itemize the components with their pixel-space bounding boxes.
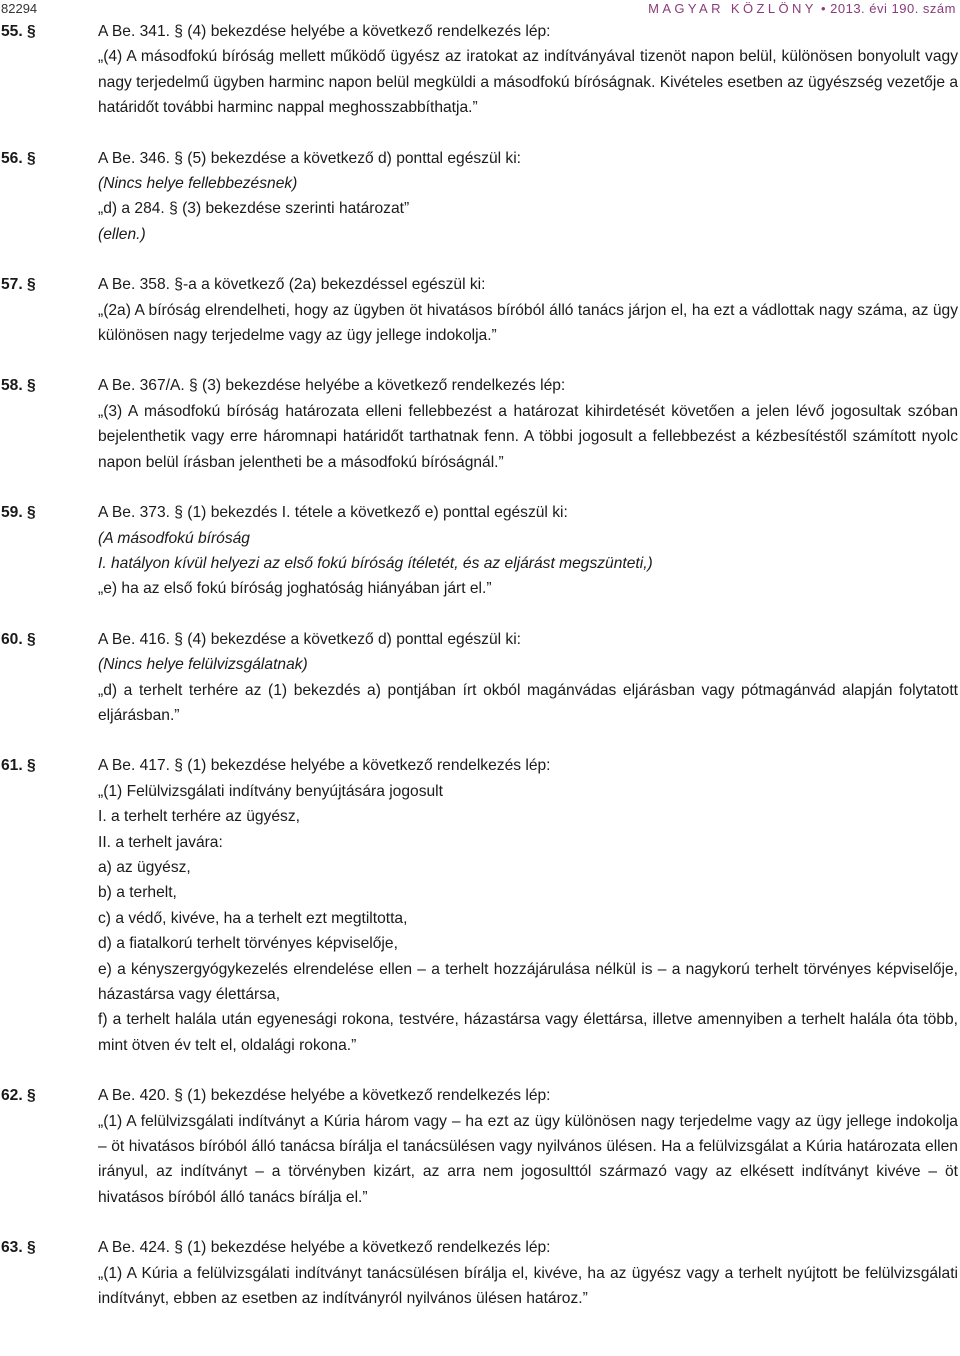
document-body (0, 19, 958, 1336)
section-intro: A Be. 417. § (1) bekezdése helyébe a következő rendelkezés lép: (98, 757, 551, 775)
amendment-text: „e) ha az első fokú bíróság joghatóság hiányában járt el.” (98, 580, 492, 598)
amendment-text: „(2a) A bíróság elrendelheti, hogy az ügyben öt hivatásos bíróból álló tanács járjon el, ha ezt a vádlottak nagy száma, az ügy különösen nagy terjedelme vagy az ügy jellege indokolja.” (98, 301, 958, 345)
context-note: (Nincs helye fellebbezésnek) (98, 175, 298, 193)
section-intro: A Be. 420. § (1) bekezdése helyébe a következő rendelkezés lép: (98, 1087, 551, 1105)
list-paragraph: e) a kényszergyógykezelés elrendelése ellen – a terhelt hozzájárulása nélkül is – a nagykorú terhelt törvényes képviselője, házastársa vagy élettársa, (98, 960, 958, 1003)
context-note: I. hatályon kívül helyezi az első fokú bíróság ítéletét, és az eljárást megszünteti,) (98, 554, 653, 572)
page-number: 82294 (1, 1, 38, 16)
header-separator: • (820, 1, 827, 16)
section-intro: A Be. 416. § (4) bekezdése a következő d) ponttal egészül ki: (98, 630, 522, 648)
context-note: (Nincs helye felülvizsgálatnak) (98, 656, 308, 674)
context-note: (A másodfokú bíróság (98, 529, 250, 547)
section-59 (0, 500, 958, 602)
context-note: (ellen.) (98, 225, 146, 243)
section-62 (0, 1083, 958, 1210)
section-55 (0, 19, 958, 121)
section-number: 55. § (1, 23, 36, 40)
list-line: c) a védő, kivéve, ha a terhelt ezt megtiltotta, (98, 909, 408, 927)
list-paragraph: f) a terhelt halála után egyenesági rokona, testvére, házastársa vagy élettársa, illetve amennyiben a terhelt halála óta több, mint ötven év telt el, oldalági rokona.” (98, 1011, 958, 1054)
section-61 (0, 753, 958, 1058)
section-number: 56. § (1, 149, 36, 167)
section-number: 62. § (1, 1087, 36, 1105)
journal-title-line (648, 0, 956, 18)
list-line: I. a terhelt terhére az ügyész, (98, 808, 300, 826)
issue-label: 2013. évi 190. szám (830, 1, 956, 16)
section-number: 60. § (1, 630, 36, 648)
amendment-text: „d) a terhelt terhére az (1) bekezdés a) pontjában írt okból magánvádas eljárásban vagy pótmagánvád alapján folytatott eljárásban.” (98, 681, 958, 724)
list-line: a) az ügyész, (98, 858, 191, 876)
section-number: 57. § (1, 276, 36, 294)
list-line: b) a terhelt, (98, 884, 177, 902)
section-number: 61. § (1, 757, 36, 775)
amendment-text: „d) a 284. § (3) bekezdése szerinti határozat” (98, 200, 410, 218)
amendment-text: „(4) A másodfokú bíróság mellett működő ügyész az iratokat az indítványával tizenöt napon belül, különösen bonyolult vagy nagy terjedelmű ügyben harminc napon belül megküldi a másodfokú bíróságnak. Kivételes esetben az ügyészség vezetője a határidőt további harminc nappal meghosszabbíthatja.” (98, 48, 958, 117)
amendment-text: „(1) A felülvizsgálati indítványt a Kúria három vagy – ha ezt az ügy különösen nagy terjedelme vagy az ügy jellege indokolja – öt hivatásos bíróból álló tanácsa bírálja el tanácsülésen vagy nyilvános ülésen. Ha a felülvizsgálat a Kúria határozata ellen irányul, az indítványt – a törvényben kizárt, az arra nem jogosulttól származó vagy az elkésett indítványt kivéve – öt hivatásos bíróból álló tanács bírálja el.” (98, 1112, 958, 1206)
section-56 (0, 146, 958, 248)
list-line: d) a fiatalkorú terhelt törvényes képviselője, (98, 935, 398, 953)
section-58 (0, 373, 958, 475)
section-intro: A Be. 341. § (4) bekezdése helyébe a következő rendelkezés lép: (98, 23, 551, 40)
amendment-text: „(1) A Kúria a felülvizsgálati indítványt tanácsülésen bírálja el, kivéve, ha az ügyész vagy a terhelt nyújtott be felülvizsgálati indítványt, ebben az esetben az indítványról nyilvános ülésen határoz.” (98, 1264, 958, 1308)
section-number: 63. § (1, 1239, 36, 1257)
section-60 (0, 627, 958, 729)
section-63 (0, 1235, 958, 1311)
section-number: 59. § (1, 504, 36, 522)
section-number: 58. § (1, 377, 36, 395)
journal-name: MAGYAR KÖZLÖNY (648, 1, 817, 16)
section-intro: A Be. 373. § (1) bekezdés I. tétele a következő e) ponttal egészül ki: (98, 504, 568, 522)
section-intro: A Be. 346. § (5) bekezdése a következő d) ponttal egészül ki: (98, 149, 522, 167)
section-57 (0, 272, 958, 348)
list-line: „(1) Felülvizsgálati indítvány benyújtására jogosult (98, 782, 443, 800)
section-intro: A Be. 367/A. § (3) bekezdése helyébe a következő rendelkezés lép: (98, 377, 566, 395)
amendment-text: „(3) A másodfokú bíróság határozata elleni fellebbezést a határozat kihirdetését követően a jelen lévő jogosultak szóban bejelenthetik vagy erre háromnapi határidőt tarthatnak fenn. A többi jogosult a fellebbezést a kézbesítéstől számított nyolc napon belül írásban jelentheti be a másodfokú bíróságnál.” (98, 402, 958, 471)
section-intro: A Be. 358. §-a a következő (2a) bekezdéssel egészül ki: (98, 276, 486, 294)
list-line: II. a terhelt javára: (98, 833, 223, 851)
section-intro: A Be. 424. § (1) bekezdése helyébe a következő rendelkezés lép: (98, 1239, 551, 1257)
